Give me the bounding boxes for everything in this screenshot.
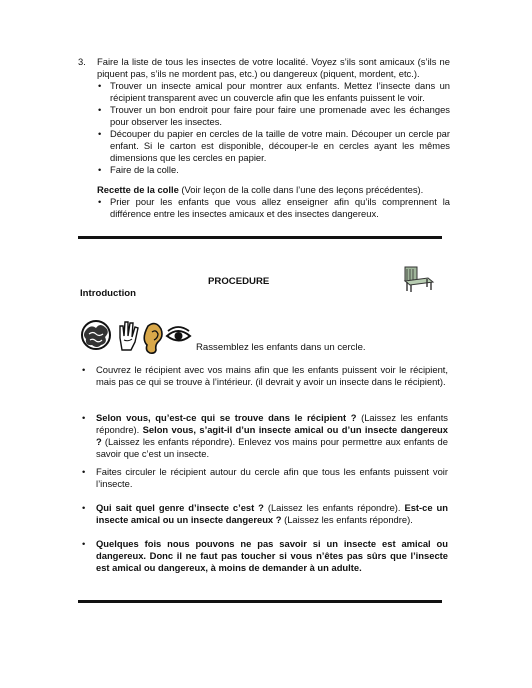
bullet-icon: • xyxy=(82,538,86,549)
text-run: (Laissez les enfants répondre). Enlevez vos mains pour permettre aux enfants de savoir que c’est un insecte. xyxy=(96,436,448,459)
eye-icon xyxy=(167,327,190,341)
list-item-3 xyxy=(78,56,450,220)
ear-icon xyxy=(144,324,162,354)
bullet-icon: • xyxy=(98,164,102,175)
list-item-text xyxy=(96,502,448,526)
bullet-icon: • xyxy=(98,104,102,115)
question-text: Qui sait quel genre d’insecte c’est ? xyxy=(96,502,264,513)
senses-icons xyxy=(80,318,192,354)
chair-icon xyxy=(402,265,436,293)
brain-icon xyxy=(82,321,110,349)
bullet-icon: • xyxy=(98,128,102,139)
list-item xyxy=(82,364,448,388)
procedure-title: PROCEDURE xyxy=(208,276,270,287)
bullet-icon: • xyxy=(98,80,102,91)
bullet-icon: • xyxy=(98,196,102,207)
list-item-text xyxy=(96,466,448,490)
list-item-text xyxy=(96,538,448,574)
text-run: Faites circuler le récipient autour du cercle afin que tous les enfants puissent voir l’insecte. xyxy=(96,466,448,489)
question-text: Selon vous, s’agit-il d’un insecte amical ou d’un insecte dangereux ? xyxy=(96,424,448,447)
recette-heading: Recette de la colle xyxy=(97,184,179,195)
bullet-icon: • xyxy=(82,364,86,375)
sub-list-item-text: Trouver un insecte amical pour montrer aux enfants. Mettez l’insecte dans un récipient transparent avec un couvercle afin que les enfants puissent le voir. xyxy=(110,80,450,103)
warning-text: Quelques fois nous pouvons ne pas savoir si un insecte est amical ou dangereux. Donc il ne faut pas toucher si vous n’êtes pas sûrs que l’insecte est amical ou dangereux, à moins de demander à un adulte. xyxy=(96,538,448,573)
sub-list-item xyxy=(97,164,450,176)
sub-list xyxy=(97,80,450,176)
senses-instruction: Rassemblez les enfants dans un cercle. xyxy=(196,342,366,353)
recette-line xyxy=(97,184,450,196)
question-text: Est-ce un insecte amical ou un insecte dangereux ? xyxy=(96,502,448,525)
section-divider xyxy=(78,600,442,603)
list-item-text xyxy=(96,412,448,460)
sub-list-item-text: Découper du papier en cercles de la taille de votre main. Découper un cercle par enfant. Si le carton est disponible, découper-le en cercles ayant les mêmes dimensions que les cercles en papier. xyxy=(110,128,450,163)
sub-list-item-text: Trouver un bon endroit pour faire pour faire une promenade avec les échanges pour observer les insectes. xyxy=(110,104,450,127)
introduction-heading: Introduction xyxy=(80,288,136,299)
text-run: Couvrez le récipient avec vos mains afin que les enfants puissent voir le récipient, mais pas ce qui se trouve à l’intérieur. (il devrait y avoir un insecte dans le récipient). xyxy=(96,364,448,387)
list-item-text: Faire la liste de tous les insectes de votre localité. Voyez s’ils sont amicaux (s’ils ne piquent pas, s’ils ne mordent pas, etc.) ou dangereux (piquent, mordent, etc.). xyxy=(97,56,450,79)
question-text: Selon vous, qu’est-ce qui se trouve dans le récipient ? xyxy=(96,412,357,423)
sub-list-item xyxy=(97,196,450,220)
section-divider xyxy=(78,236,442,239)
bullet-icon: • xyxy=(82,502,86,513)
sub-list-item xyxy=(97,104,450,128)
sub-list-item-text: Prier pour les enfants que vous allez enseigner afin qu’ils comprennent la différence entre les insectes amicaux et des insectes dangereux. xyxy=(110,196,450,219)
recette-note: (Voir leçon de la colle dans l’une des leçons précédentes). xyxy=(178,184,424,195)
hand-icon xyxy=(120,322,138,350)
sub-list-item-text: Faire de la colle. xyxy=(110,164,179,175)
recette-section xyxy=(97,184,450,220)
list-item xyxy=(82,412,448,460)
sub-list-item xyxy=(97,80,450,104)
text-run: (Laissez les enfants répondre). xyxy=(281,514,413,525)
bullet-icon: • xyxy=(82,466,86,477)
list-number: 3. xyxy=(78,56,86,67)
text-run: (Laissez les enfants répondre). xyxy=(96,412,448,435)
bullet-icon: • xyxy=(82,412,86,423)
list-item xyxy=(82,466,448,490)
recette-list xyxy=(97,196,450,220)
list-item-text xyxy=(96,364,448,388)
sub-list-item xyxy=(97,128,450,164)
list-item xyxy=(82,538,448,574)
text-run: (Laissez les enfants répondre). xyxy=(263,502,405,513)
list-item xyxy=(82,502,448,526)
